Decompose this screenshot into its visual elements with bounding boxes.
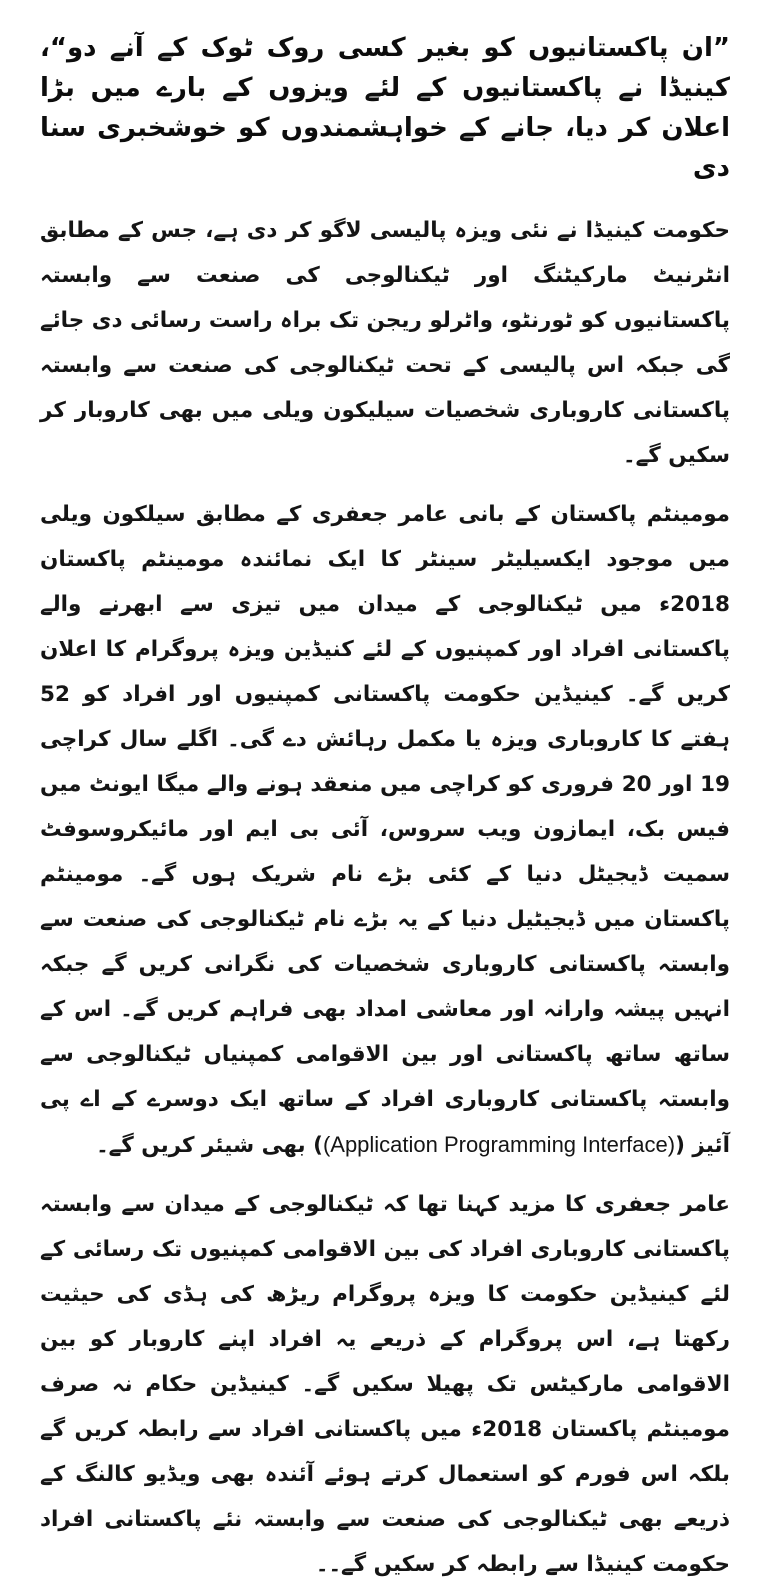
paragraph-text-before-term: مومینٹم پاکستان کے بانی عامر جعفری کے مطابق سیلکون ویلی میں موجود ایکسیلیٹر سینٹر کا ایک نمائندہ مومینٹم پاکستان 2018ء میں ٹیکنالوجی کے میدان میں تیزی سے ابھرنے والے پاکستانی افراد اور کمپنیوں کے لئے کنیڈین ویزہ پروگرام کا اعلان کریں گے۔ کینیڈین حکومت پاکستانی کمپنیوں اور افراد کو 52 ہفتے کا کاروباری ویزہ یا مکمل رہائش دے گی۔ اگلے سال کراچی 19 اور 20 فروری کو کراچی میں منعقد ہونے والے میگا ایونٹ میں فیس بک، ایمازون ویب سروس، آئی بی ایم اور مائیکروسوفٹ سمیت ڈیجیٹل دنیا کے کئی بڑے نام شریک ہوں گے۔ مومینٹم پاکستان میں ڈیجیٹیل دنیا کے یہ بڑے نام ٹیکنالوجی کی صنعت سے وابستہ پاکستانی کاروباری شخصیات کی نگرانی کریں گے جبکہ انہیں پیشہ وارانہ اور معاشی امداد بھی فراہم کریں گے۔ اس کے ساتھ ساتھ پاکستانی اور بین الاقوامی کمپنیاں ٹیکنالوجی سے وابستہ پاکستانی کاروباری افراد کے ساتھ ایک دوسرے کے اے پی آئیز ( <box>40 502 730 1158</box>
article-headline: ”ان پاکستانیوں کو بغیر کسی روک ٹوک کے آنے دو“، کینیڈا نے پاکستانیوں کے لئے ویزوں کے بارے میں بڑا اعلان کر دیا، جانے کے خواہشمندوں کو خوشخبری سنا دی <box>40 33 730 183</box>
paragraph-visa-policy: حکومت کینیڈا نے نئی ویزہ پالیسی لاگو کر دی ہے، جس کے مطابق انٹرنیٹ مارکیٹنگ اور ٹیکنالوجی کی صنعت سے وابستہ پاکستانیوں کو ٹورنٹو، واٹرلو ریجن تک براہ راست رسائی دی جائے گی جبکہ اس پالیسی کے تحت ٹیکنالوجی کی صنعت سے وابستہ پاکستانی کاروباری شخصیات سیلیکون ویلی میں بھی کاروبار کر سکیں گے۔ <box>40 218 730 468</box>
english-term: (Application Programming Interface) <box>322 1132 676 1157</box>
paragraph-momentum-pakistan <box>40 492 730 1168</box>
paragraph-amir-jafri-quote: عامر جعفری کا مزید کہنا تھا کہ ٹیکنالوجی کے میدان سے وابستہ پاکستانی کاروباری افراد کی بین الاقوامی کمپنیوں تک رسائی کے لئے کینیڈین حکومت کا ویزہ پروگرام ریڑھ کی ہڈی کی حیثیت رکھتا ہے، اس پروگرام کے ذریعے یہ افراد اپنے کاروبار کو بین الاقوامی مارکیٹس تک پھیلا سکیں گے۔ کینیڈین حکام نہ صرف مومینٹم پاکستان 2018ء میں پاکستانی افراد سے رابطہ کریں گے بلکہ اس فورم کو استعمال کرتے ہوئے آئندہ بھی ویڈیو کالنگ کے ذریعے بھی ٹیکنالوجی کی صنعت سے وابستہ نئے پاکستانی افراد حکومت کینیڈا سے رابطہ کر سکیں گے۔۔ <box>40 1192 730 1577</box>
paragraph-text-after-term: ) بھی شیئر کریں گے۔ <box>96 1133 323 1158</box>
